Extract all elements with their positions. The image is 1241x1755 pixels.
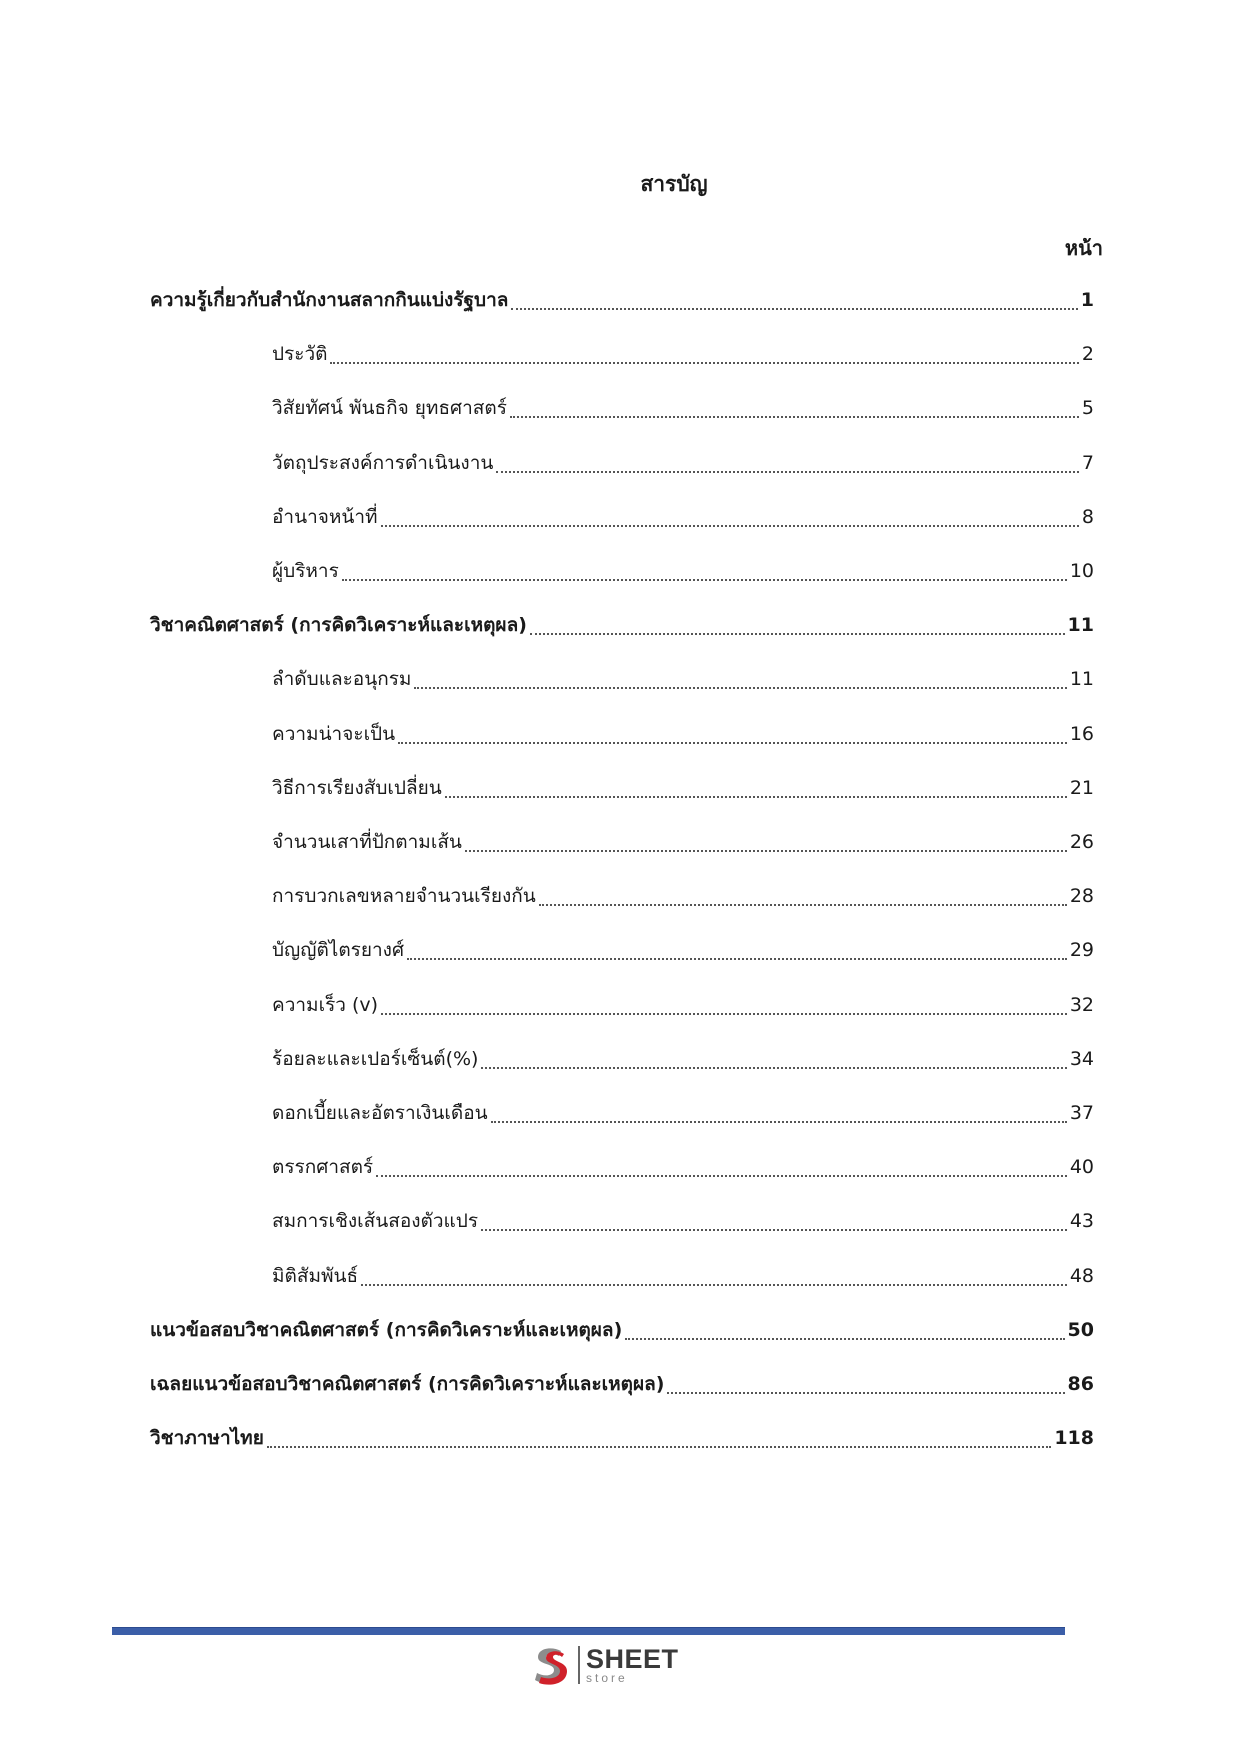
toc-subsection-row[interactable]	[272, 339, 1094, 371]
toc-page-number: 32	[1069, 994, 1094, 1016]
toc-dot-leader	[625, 1324, 1064, 1340]
toc-subsection-row[interactable]	[272, 719, 1094, 751]
toc-entry-label: ประวัติ	[272, 343, 328, 365]
sheet-store-logo-mark	[528, 1643, 572, 1687]
toc-entry-label: ความเร็ว (v)	[272, 994, 379, 1016]
toc-dot-leader	[414, 673, 1066, 689]
toc-dot-leader	[342, 565, 1067, 581]
toc-page-number: 10	[1069, 560, 1094, 582]
toc-dot-leader	[381, 511, 1079, 527]
logo-separator	[578, 1646, 580, 1684]
toc-dot-leader	[496, 457, 1079, 473]
toc-subsection-row[interactable]	[272, 1098, 1094, 1130]
toc-entry-label: บัญญัติไตรยางศ์	[272, 939, 405, 961]
toc-page-number: 8	[1081, 506, 1094, 528]
toc-entry-label: ความรู้เกี่ยวกับสำนักงานสลากกินแบ่งรัฐบาล	[150, 289, 509, 311]
toc-entry-label: จำนวนเสาที่ปักตามเส้น	[272, 831, 462, 853]
toc-page-number: 16	[1069, 723, 1094, 745]
sheet-store-logo	[528, 1643, 679, 1687]
toc-dot-leader	[667, 1378, 1064, 1394]
toc-entry-label: การบวกเลขหลายจำนวนเรียงกัน	[272, 885, 536, 907]
toc-subsection-row[interactable]	[272, 935, 1094, 967]
toc-dot-leader	[376, 1161, 1067, 1177]
toc-entry-label: อำนาจหน้าที่	[272, 506, 378, 528]
toc-subsection-row[interactable]	[272, 881, 1094, 913]
toc-subsection-row[interactable]	[272, 1152, 1094, 1184]
toc-page-number: 26	[1069, 831, 1094, 853]
toc-page-number: 40	[1069, 1156, 1094, 1178]
toc-subsection-row[interactable]	[272, 448, 1094, 480]
page-column-label: หน้า	[1064, 236, 1103, 260]
toc-page-number: 5	[1081, 397, 1094, 419]
toc-page-number: 11	[1067, 614, 1094, 636]
toc-dot-leader	[491, 1107, 1067, 1123]
toc-section-row[interactable]	[150, 1369, 1094, 1401]
toc-dot-leader	[530, 619, 1065, 635]
toc-section-row[interactable]	[150, 1315, 1094, 1347]
toc-entry-label: ผู้บริหาร	[272, 560, 339, 582]
toc-page-number: 43	[1069, 1210, 1094, 1232]
footer-rule	[112, 1627, 1065, 1635]
toc-page-number: 28	[1069, 885, 1094, 907]
toc-dot-leader	[398, 728, 1067, 744]
toc-entry-label: ลำดับและอนุกรม	[272, 668, 412, 690]
toc-dot-leader	[381, 999, 1067, 1015]
toc-subsection-row[interactable]	[272, 556, 1094, 588]
toc-entry-label: แนวข้อสอบวิชาคณิตศาสตร์ (การคิดวิเคราะห์และเหตุผล)	[150, 1319, 623, 1341]
toc-section-row[interactable]	[150, 285, 1094, 317]
toc-subsection-row[interactable]	[272, 1044, 1094, 1076]
toc-dot-leader	[330, 348, 1078, 364]
toc-dot-leader	[510, 402, 1079, 418]
toc-dot-leader	[511, 294, 1077, 310]
page-title: สารบัญ	[640, 172, 708, 196]
toc-page-number: 34	[1069, 1048, 1094, 1070]
toc-page-number: 1	[1080, 289, 1094, 311]
toc-page-number: 11	[1069, 668, 1094, 690]
toc-dot-leader	[267, 1432, 1051, 1448]
toc-entry-label: สมการเชิงเส้นสองตัวแปร	[272, 1210, 479, 1232]
toc-dot-leader	[481, 1053, 1066, 1069]
toc-page-number: 37	[1069, 1102, 1094, 1124]
toc-entry-label: ดอกเบี้ยและอัตราเงินเดือน	[272, 1102, 488, 1124]
toc-entry-label: วิชาคณิตศาสตร์ (การคิดวิเคราะห์และเหตุผล)	[150, 614, 527, 636]
toc-section-row[interactable]	[150, 610, 1094, 642]
toc-entry-label: วิชาภาษาไทย	[150, 1427, 264, 1449]
toc-page-number: 118	[1054, 1427, 1094, 1449]
logo-subword: store	[586, 1671, 628, 1685]
toc-subsection-row[interactable]	[272, 1206, 1094, 1238]
toc-entry-label: ร้อยละและเปอร์เซ็นต์(%)	[272, 1048, 479, 1070]
logo-word: SHEET	[586, 1644, 679, 1674]
toc-entry-label: วิสัยทัศน์ พันธกิจ ยุทธศาสตร์	[272, 397, 507, 419]
toc-subsection-row[interactable]	[272, 773, 1094, 805]
toc-entry-label: ตรรกศาสตร์	[272, 1156, 374, 1178]
toc-dot-leader	[445, 782, 1067, 798]
toc-dot-leader	[465, 836, 1067, 852]
toc-subsection-row[interactable]	[272, 1261, 1094, 1293]
toc-dot-leader	[361, 1270, 1067, 1286]
toc-entry-label: วิธีการเรียงสับเปลี่ยน	[272, 777, 442, 799]
toc-page-number: 86	[1067, 1373, 1094, 1395]
toc-dot-leader	[481, 1215, 1067, 1231]
toc-subsection-row[interactable]	[272, 664, 1094, 696]
toc-dot-leader	[407, 944, 1067, 960]
toc-entry-label: เฉลยแนวข้อสอบวิชาคณิตศาสตร์ (การคิดวิเคราะห์และเหตุผล)	[150, 1373, 665, 1395]
toc-subsection-row[interactable]	[272, 990, 1094, 1022]
toc-subsection-row[interactable]	[272, 502, 1094, 534]
toc-entry-label: วัตถุประสงค์การดำเนินงาน	[272, 452, 494, 474]
toc-dot-leader	[539, 890, 1067, 906]
toc-subsection-row[interactable]	[272, 827, 1094, 859]
toc-page-number: 50	[1067, 1319, 1094, 1341]
toc-page-number: 21	[1069, 777, 1094, 799]
toc-page-number: 7	[1081, 452, 1094, 474]
toc-page-number: 29	[1069, 939, 1094, 961]
toc-page-number: 2	[1081, 343, 1094, 365]
toc-entry-label: ความน่าจะเป็น	[272, 723, 396, 745]
toc-section-row[interactable]	[150, 1423, 1094, 1455]
toc-entry-label: มิติสัมพันธ์	[272, 1265, 359, 1287]
toc-page-number: 48	[1069, 1265, 1094, 1287]
toc-subsection-row[interactable]	[272, 393, 1094, 425]
